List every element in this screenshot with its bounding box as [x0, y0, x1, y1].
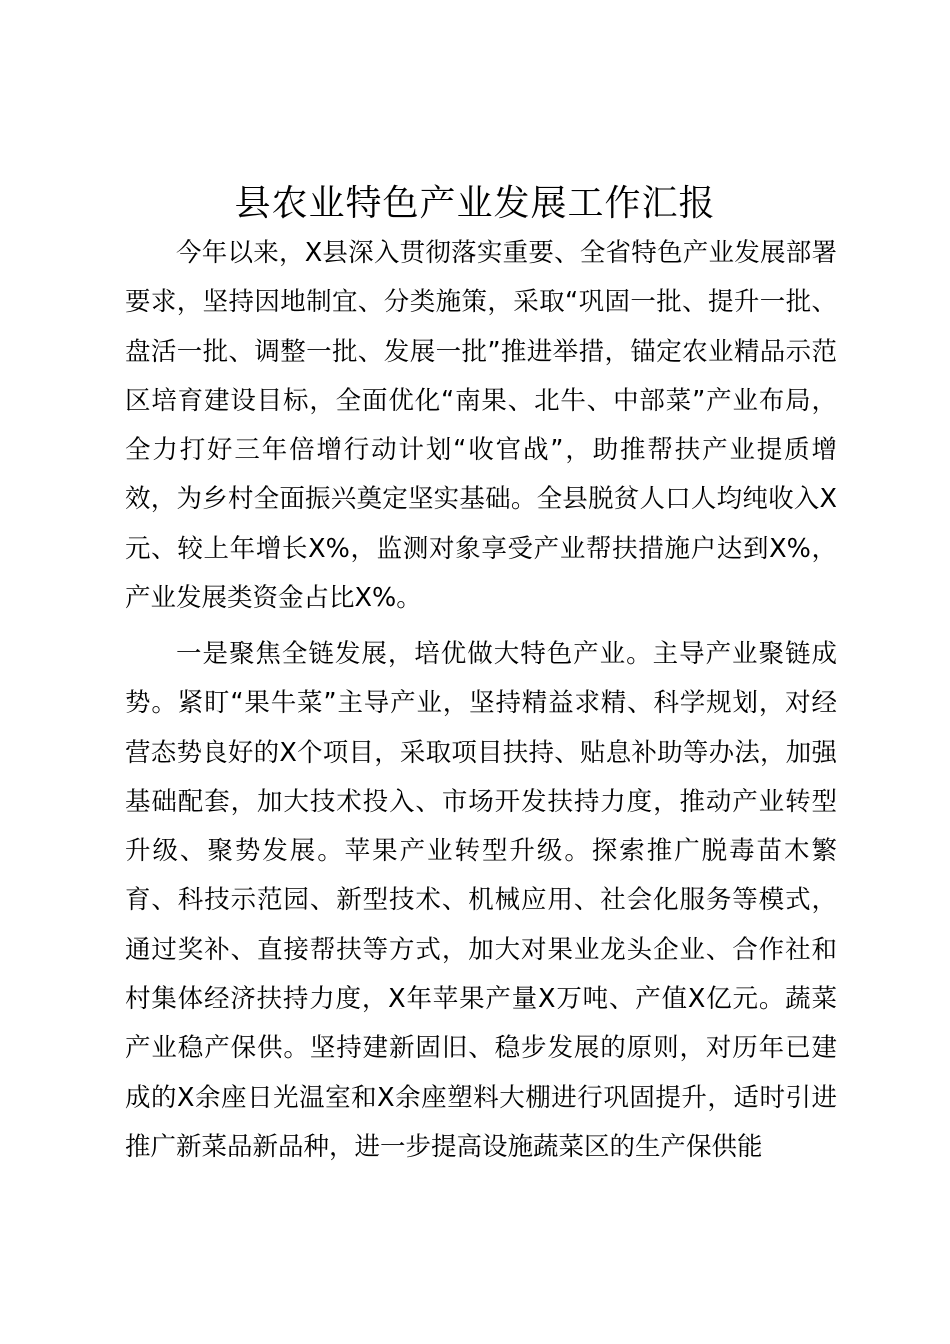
- document-title: 县农业特色产业发展工作汇报: [234, 183, 716, 224]
- paragraph-industry-chain: 一是聚焦全链发展，培优做大特色产业。主导产业聚链成势。紧盯“果牛菜”主导产业，坚持精益求精、科学规划，对经营态势良好的X个项目，采取项目扶持、贴息补助等办法，加强基础配套，加大技术投入、市场开发扶持力度，推动产业转型升级、聚势发展。苹果产业转型升级。探索推广脱毒苗木繁育、科技示范园、新型技术、机械应用、社会化服务等模式，通过奖补、直接帮扶等方式，加大对果业龙头企业、合作社和村集体经济扶持力度，X年苹果产量X万吨、产值X亿元。蔬菜产业稳产保供。坚持建新固旧、稳步发展的原则，对历年已建成的X余座日光温室和X余座塑料大棚进行巩固提升，适时引进推广新菜品新品种，进一步提高设施蔬菜区的生产保供能: [125, 639, 837, 1162]
- paragraph-intro: 今年以来，X县深入贯彻落实重要、全省特色产业发展部署要求，坚持因地制宜、分类施策，采取“巩固一批、提升一批、盘活一批、调整一批、发展一批”推进举措，锚定农业精品示范区培育建设目标，全面优化“南果、北牛、中部菜”产业布局，全力打好三年倍增行动计划“收官战”，助推帮扶产业提质增效，为乡村全面振兴奠定坚实基础。全县脱贫人口人均纯收入X元、较上年增长X%，监测对象享受产业帮扶措施户达到X%，产业发展类资金占比X%。: [125, 238, 837, 614]
